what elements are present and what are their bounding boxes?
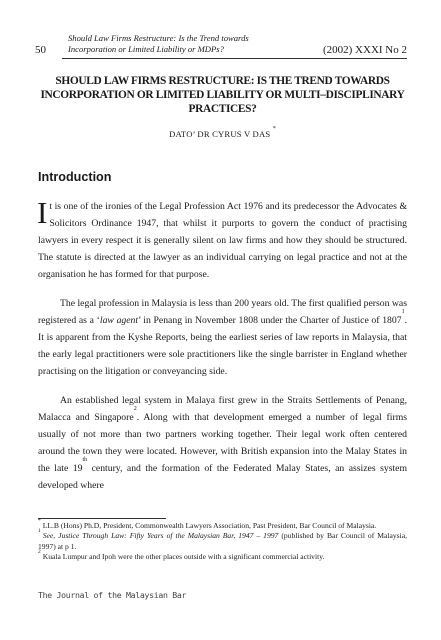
footnote-ref-2: 2: [133, 406, 137, 412]
footnote-ref-1: 1: [401, 309, 405, 315]
author-name: DATO’ DR CYRUS V DAS: [169, 129, 271, 139]
paragraph-2-text-b: ’ in Penang in November 1808 under the Charter of Justice of 1807: [138, 315, 402, 326]
journal-footer: The Journal of the Malaysian Bar: [38, 590, 187, 600]
paragraph-1-text: t is one of the ironies of the Legal Profession Act 1976 and its predecessor the Advocates & Solicitors Ordinance 1947, that whilst it purports to govern the conduct of practising lawyers in every respect it is generally silent on law firms and how they should be structured. The statute is directed at the lawyer as an individual carrying on legal practice and not at the organisation he has formed for that purpose.: [38, 201, 407, 280]
author-line: [38, 126, 407, 139]
footnote-rule: [38, 518, 166, 519]
header-rule: [62, 58, 407, 59]
paragraph-3-text-b: . Along with that development emerged a number of legal firms usually of not more than two partners working together. Their legal work often centered around the town they were located. However, with British expansion into the Malay States in the late 19: [38, 412, 407, 474]
paragraph-3: [38, 392, 407, 494]
paragraph-2-text-a: The legal profession in Malaysia is less than 200 years old. The first qualified person was registered as a ‘: [38, 298, 407, 326]
footnote-1-italic: See, Justice Through Law: Fifty Years of the Malaysian Bar, 1947 – 1997: [42, 531, 279, 541]
footnote-author-text: LL.B (Hons) Ph.D, President, Commonwealth Lawyers Association, Past President, Bar Council of Malaysia.: [42, 521, 377, 530]
running-title: Should Law Firms Restructure: Is the Trend towards Incorporation or Limited Liability or MDPs?: [68, 33, 249, 54]
page-number: 50: [35, 44, 46, 56]
paragraph-2-text-c: . It is apparent from the Kyshe Reports, being the earliest series of law reports in Malaysia, that the early legal practitioners were sole practitioners like the single barrister in England whether practising on the litigation or conveyancing side.: [38, 315, 407, 377]
footnote-1-text: (published by Bar Council of Malaysia, 1997) at p 1.: [38, 531, 407, 551]
drop-cap: I: [37, 195, 48, 230]
article-title: SHOULD LAW FIRMS RESTRUCTURE: IS THE TREND TOWARDS INCORPORATION OR LIMITED LIABILITY OR MULTI–DISCIPLINARY PRACTICES?: [40, 75, 405, 115]
article-body: [37, 195, 407, 506]
footnote-2-mark: 2: [38, 549, 41, 556]
paragraph-3-text-c: century, and the formation of the Federated Malay States, an assizes system developed where: [38, 463, 407, 491]
paragraph-1: [37, 195, 407, 283]
footnote-2: [38, 549, 407, 562]
footnote-author: [38, 518, 407, 531]
footnote-1: [38, 528, 407, 552]
section-heading: Introduction: [38, 170, 112, 184]
paragraph-2-italic: law agent: [99, 315, 139, 326]
footnotes: [38, 518, 407, 563]
ordinal-superscript: th: [82, 457, 88, 463]
paragraph-3-text-a: An established legal system in Malaya first grew in the Straits Settlements of Penang, Malacca and Singapore: [38, 395, 407, 423]
footnote-author-mark: *: [38, 518, 41, 524]
paragraph-2: [38, 295, 407, 380]
footnote-2-text: Kuala Lumpur and Ipoh were the other places outside with a significant commercial activity.: [42, 552, 325, 562]
issue-label: (2002) XXXI No 2: [322, 44, 407, 56]
author-footnote-marker: *: [272, 126, 276, 132]
footnote-1-mark: 1: [38, 528, 41, 535]
